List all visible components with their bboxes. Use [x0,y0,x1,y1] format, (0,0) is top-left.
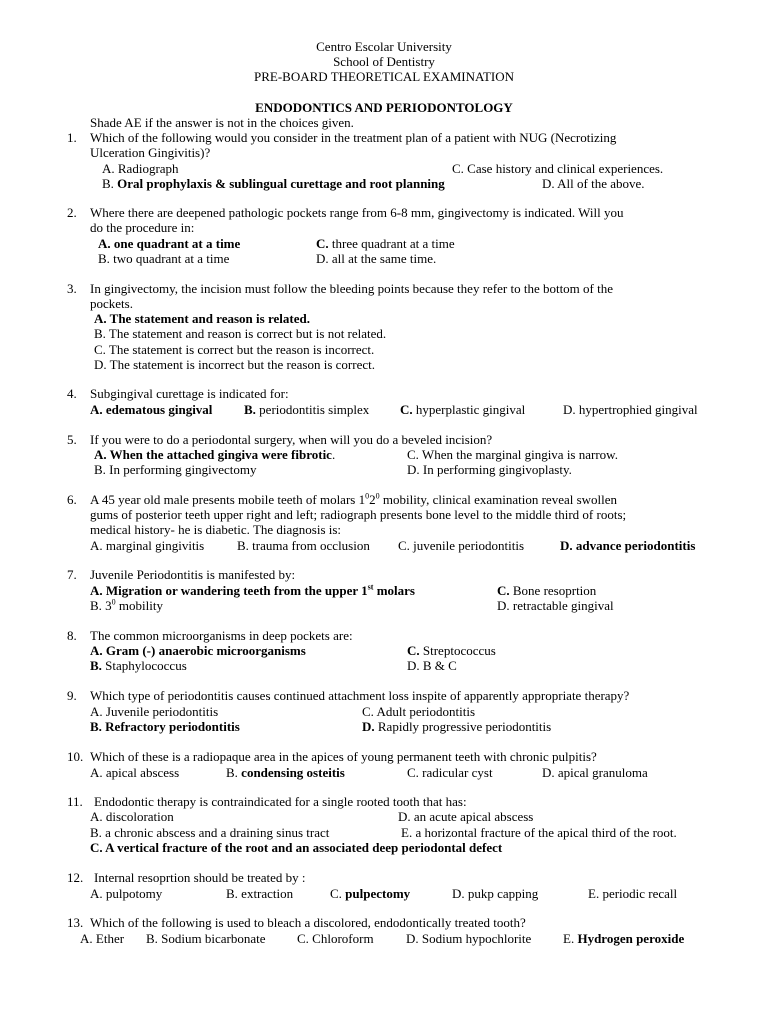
question-number: 9. [67,688,77,703]
instruction-text: Shade AE if the answer is not in the choices given. [90,115,354,130]
question-number: 2. [67,205,77,220]
choice-a: A. pulpotomy [90,886,163,901]
choice-b [244,402,369,417]
choice-a: A. edematous gingival [90,402,213,417]
choice-d: D. hypertrophied gingival [563,402,698,417]
choice-text: Rapidly progressive periodontitis [374,719,552,734]
question-text: gums of posterior teeth upper right and left; radiograph presents bone level to the middle third of roots; [90,507,627,522]
choice-b: B. trauma from occlusion [237,538,370,553]
superscript: st [367,582,374,592]
choice-d: D. All of the above. [542,176,645,191]
choice-d: D. pukp capping [452,886,539,901]
choice-c: C. Chloroform [297,931,374,946]
answer-text: Hydrogen peroxide [577,931,685,946]
choice-text: three quadrant at a time [328,236,455,251]
question-number: 11. [67,794,83,809]
choice-d [560,538,695,553]
subject-title: ENDODONTICS AND PERIODONTOLOGY [255,100,513,115]
question-text: Juvenile Periodontitis is manifested by: [90,567,296,582]
choice-a: A. Juvenile periodontitis [90,704,219,719]
choice-c: C. Case history and clinical experiences. [452,161,664,176]
question-text: Ulceration Gingivitis)? [90,145,211,160]
choice-a: A. Ether [80,931,125,946]
choice-letter: D. [362,719,375,734]
question-number: 5. [67,432,77,447]
choice-b [90,598,163,613]
period: . [331,447,336,462]
choice-letter: C. [400,402,413,417]
choice-c: C. When the marginal gingiva is narrow. [407,447,618,462]
choice-a [94,447,335,462]
choice-letter: C. [316,236,329,251]
superscript: 0 [375,491,380,501]
choice-d: D. apical granuloma [542,765,648,780]
question-number: 6. [67,492,77,507]
choice-c: C. A vertical fracture of the root and an associated deep periodontal defect [90,840,503,855]
question-number: 3. [67,281,77,296]
answer-text: pulpectomy [345,886,411,901]
choice-a: A. Gram (-) anaerobic microorganisms [90,643,306,658]
school-name: School of Dentistry [333,54,435,69]
question-text: pockets. [90,296,133,311]
choice-d [362,719,551,734]
question-text: Which of the following is used to bleach a discolored, endodontically treated tooth? [90,915,526,930]
choice-text: Staphylococcus [101,658,187,673]
question-number: 10. [67,749,84,764]
choice-b: B. The statement and reason is correct but is not related. [94,326,387,341]
choice-b: B. In performing gingivectomy [94,462,257,477]
question-text: do the procedure in: [90,220,195,235]
choice-letter: B. [90,658,102,673]
question-text: medical history- he is diabetic. The diagnosis is: [90,522,342,537]
choice-c [400,402,525,417]
choice-b: B. two quadrant at a time [98,251,230,266]
question-text: Internal resoprtion should be treated by : [94,870,306,885]
choice-b: B. Refractory periodontitis [90,719,240,734]
choice-c [497,583,596,598]
choice-d: D. retractable gingival [497,598,614,613]
question-text: Which type of periodontitis causes continued attachment loss inspite of apparently appropriate therapy? [90,688,630,703]
choice-letter: C. [497,583,510,598]
exam-title: PRE-BOARD THEORETICAL EXAMINATION [254,69,514,84]
choice-d: D. In performing gingivoplasty. [407,462,572,477]
choice-text: hyperplastic gingival [412,402,526,417]
choice-b [226,765,345,780]
choice-a: A. The statement and reason is related. [94,311,310,326]
choice-a [90,583,415,598]
superscript: 0 [365,491,370,501]
choice-c: C. juvenile periodontitis [398,538,525,553]
answer-text: A. When the attached gingiva were fibrotic [94,447,332,462]
choice-a: A. apical abscess [90,765,180,780]
choice-d: D. all at the same time. [316,251,437,266]
answer-text: A. Migration or wandering teeth from the upper 1 [90,583,368,598]
choice-letter: B. [244,402,256,417]
choice-e: E. a horizontal fracture of the apical third of the root. [401,825,677,840]
answer-text: molars [373,583,415,598]
choice-b: B. a chronic abscess and a draining sinus tract [90,825,330,840]
choice-b [90,658,187,673]
choice-e: E. periodic recall [588,886,678,901]
question-text: Subgingival curettage is indicated for: [90,386,289,401]
choice-text: B. 3 [90,598,112,613]
answer-text: advance periodontitis [572,538,696,553]
question-text [90,492,617,507]
university-name: Centro Escolar University [316,39,452,54]
choice-c [407,643,496,658]
choice-b [102,176,445,191]
question-text: Which of these is a radiopaque area in the apices of young permanent teeth with chronic pulpitis? [90,749,597,764]
choice-letter: B. [226,765,242,780]
text-part: mobility, clinical examination reveal swollen [379,492,618,507]
question-text: In gingivectomy, the incision must follow the bleeding points because they refer to the bottom of the [90,281,614,296]
question-text: Where there are deepened pathologic pockets range from 6-8 mm, gingivectomy is indicated. Will you [90,205,624,220]
choice-a: A. one quadrant at a time [98,236,241,251]
question-number: 13. [67,915,84,930]
question-text: Endodontic therapy is contraindicated for a single rooted tooth that has: [94,794,467,809]
choice-b: B. Sodium bicarbonate [146,931,266,946]
choice-text: Bone resoprtion [509,583,597,598]
text-part: 2 [369,492,376,507]
choice-c [316,236,455,251]
choice-a: A. discoloration [90,809,174,824]
choice-letter: B. [102,176,118,191]
choice-text: periodontitis simplex [255,402,370,417]
answer-text: Oral prophylaxis & sublingual curettage and root planning [117,176,445,191]
choice-c [330,886,410,901]
question-number: 4. [67,386,77,401]
question-text: If you were to do a periodontal surgery, when will you do a beveled incision? [90,432,493,447]
superscript: 0 [111,597,116,607]
text-part: A 45 year old male presents mobile teeth of molars 1 [90,492,366,507]
question-number: 1. [67,130,77,145]
choice-e [563,931,684,946]
choice-letter: C. [407,643,420,658]
choice-letter: E. [563,931,578,946]
choice-a: A. marginal gingivitis [90,538,205,553]
choice-b: B. extraction [226,886,294,901]
choice-d: D. The statement is incorrect but the reason is correct. [94,357,375,372]
question-number: 12. [67,870,84,885]
choice-letter: D. [560,538,573,553]
choice-text: mobility [115,598,163,613]
choice-letter: C. [330,886,346,901]
choice-c: C. Adult periodontitis [362,704,476,719]
question-number: 7. [67,567,77,582]
choice-d: D. Sodium hypochlorite [406,931,532,946]
choice-d: D. B & C [407,658,457,673]
choice-c: C. radicular cyst [407,765,493,780]
question-number: 8. [67,628,77,643]
choice-c: C. The statement is correct but the reason is incorrect. [94,342,375,357]
choice-text: Streptococcus [419,643,496,658]
choice-a: A. Radiograph [102,161,179,176]
question-text: Which of the following would you consider in the treatment plan of a patient with NUG (Necrotizing [90,130,617,145]
answer-text: condensing osteitis [241,765,345,780]
choice-d: D. an acute apical abscess [398,809,534,824]
question-text: The common microorganisms in deep pockets are: [90,628,353,643]
